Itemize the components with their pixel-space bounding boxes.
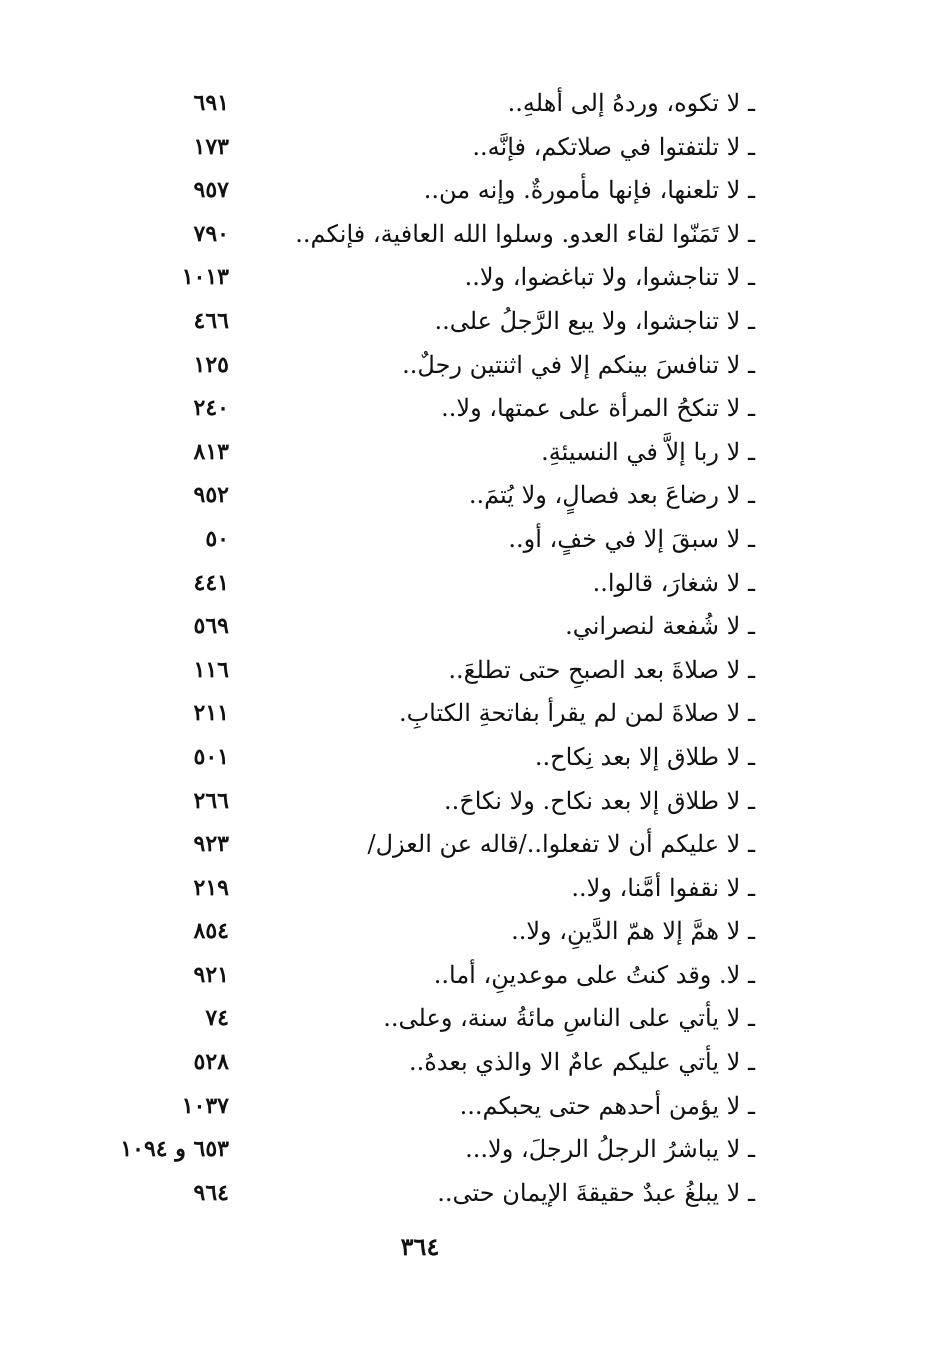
entry-reference-number: ٧٩٠ (193, 220, 229, 247)
entry-reference-number: ٨١٣ (193, 438, 229, 465)
index-entry (0, 780, 940, 824)
entry-text: ـ لا تنكحُ المرأة على عمتها، ولا.. (441, 394, 755, 423)
entry-reference-number: ١٠٣٧ (181, 1092, 229, 1119)
entry-text: ـ لا عليكم أن لا تفعلوا../قاله عن العزل/ (367, 830, 755, 859)
index-entry (0, 431, 940, 475)
page-number: ٣٦٤ (400, 1232, 440, 1261)
index-entry (0, 692, 940, 736)
entry-text: ـ لا طلاق إلا بعد نكاح. ولا نكاحَ.. (443, 786, 755, 815)
entry-reference-number: ٤٦٦ (193, 307, 229, 334)
entry-text: ـ لا نقفوا أمَّنا، ولا.. (571, 873, 755, 902)
entry-text: ـ لا يؤمن أحدهم حتى يحبكم... (459, 1091, 755, 1120)
index-entry (0, 1172, 940, 1216)
entry-text: ـ لا ربا إلاَّ في النسيئةِ. (541, 437, 755, 466)
entry-reference-number: ١٢٥ (193, 351, 229, 378)
entry-reference-number: ١١٦ (193, 656, 229, 683)
entry-reference-number: ٥٦٩ (193, 613, 229, 640)
index-entry (0, 823, 940, 867)
entry-reference-number: ٢١١ (193, 700, 229, 727)
entry-reference-number: ٥٠١ (193, 743, 229, 770)
entry-text: ـ لا يأتي عليكم عامٌ الا والذي بعدهُ.. (408, 1048, 755, 1077)
index-entry (0, 126, 940, 170)
index-entry (0, 474, 940, 518)
entry-text: ـ لا تكوه، وردهُ إلى أهلهِ.. (507, 89, 755, 117)
index-entry (0, 344, 940, 388)
index-entry (0, 954, 940, 998)
index-entry (0, 387, 940, 431)
index-entry (0, 867, 940, 911)
entry-reference-number: ٥٠ (205, 525, 229, 552)
index-entry (0, 1041, 940, 1085)
entry-text: ـ لا سبقَ إلا في خفٍ، أو.. (508, 524, 755, 553)
entry-reference-number: ٢٦٦ (193, 787, 229, 814)
index-entry (0, 169, 940, 213)
index-entry (0, 518, 940, 562)
index-entry (0, 1085, 940, 1129)
entry-reference-number: ٨٥٤ (193, 918, 229, 945)
entry-text: ـ لا تلعنها، فإنها مأمورةٌ. وإنه من.. (423, 176, 755, 205)
entry-text: ـ لا همَّ إلا همّ الدَّينِ، ولا.. (511, 917, 755, 946)
entry-text: ـ لا تَمَنّوا لقاء العدو. وسلوا الله العافية، فإنكم.. (295, 219, 755, 248)
entry-text: ـ لا صلاةَ بعد الصبحِ حتى تطلعَ.. (448, 655, 755, 684)
entry-reference-number: ٩٥٢ (193, 482, 229, 509)
entry-text: ـ لا تناجشوا، ولا يبع الرَّجلُ على.. (434, 306, 755, 335)
index-entry (0, 213, 940, 257)
entry-text: ـ لا تلتفتوا في صلاتكم، فإنَّه.. (472, 132, 755, 161)
index-entry (0, 997, 940, 1041)
index-entry (0, 300, 940, 344)
index-entry (0, 1128, 940, 1172)
entry-text: ـ لا طلاق إلا بعد نِكاح.. (534, 742, 755, 771)
entry-reference-number: ٦٩١ (193, 90, 229, 116)
entry-text: ـ لا. وقد كنتُ على موعدينِ، أما.. (433, 960, 755, 989)
entry-text: ـ لا تنافسَ بينكم إلا في اثنتين رجلٌ.. (402, 350, 755, 379)
index-entry (0, 82, 940, 126)
entry-reference-number: ٦٥٣ و ١٠٩٤ (120, 1136, 229, 1163)
entry-reference-number: ٢١٩ (193, 874, 229, 901)
entry-reference-number: ٩٥٧ (193, 177, 229, 204)
index-entry (0, 736, 940, 780)
index-entry (0, 256, 940, 300)
hadith-index-list (0, 82, 940, 1215)
entry-reference-number: ١٧٣ (193, 133, 229, 160)
entry-reference-number: ٩٢١ (193, 961, 229, 988)
entry-reference-number: ٩٦٤ (193, 1179, 229, 1206)
entry-text: ـ لا تناجشوا، ولا تباغضوا، ولا.. (464, 263, 755, 292)
index-entry (0, 649, 940, 693)
entry-reference-number: ٥٢٨ (193, 1049, 229, 1076)
entry-reference-number: ٧٤ (205, 1005, 229, 1032)
entry-text: ـ لا يأتي على الناسِ مائةُ سنة، وعلى.. (383, 1004, 755, 1033)
entry-reference-number: ٩٢٣ (193, 831, 229, 858)
entry-reference-number: ٤٤١ (193, 569, 229, 596)
entry-text: ـ لا يبلغُ عبدٌ حقيقةَ الإيمان حتى.. (437, 1178, 755, 1207)
entry-text: ـ لا رضاعَ بعد فصالٍ، ولا يُتمَ.. (468, 481, 755, 510)
index-entry (0, 605, 940, 649)
entry-text: ـ لا شُفعة لنصراني. (565, 612, 755, 641)
entry-text: ـ لا شغارَ، قالوا.. (592, 568, 755, 597)
index-entry (0, 910, 940, 954)
index-entry (0, 562, 940, 606)
entry-text: ـ لا صلاةَ لمن لم يقرأ بفاتحةِ الكتابِ. (398, 699, 755, 728)
entry-text: ـ لا يباشرُ الرجلُ الرجلَ، ولا... (465, 1135, 755, 1164)
entry-reference-number: ١٠١٣ (181, 264, 229, 291)
entry-reference-number: ٢٤٠ (193, 395, 229, 422)
